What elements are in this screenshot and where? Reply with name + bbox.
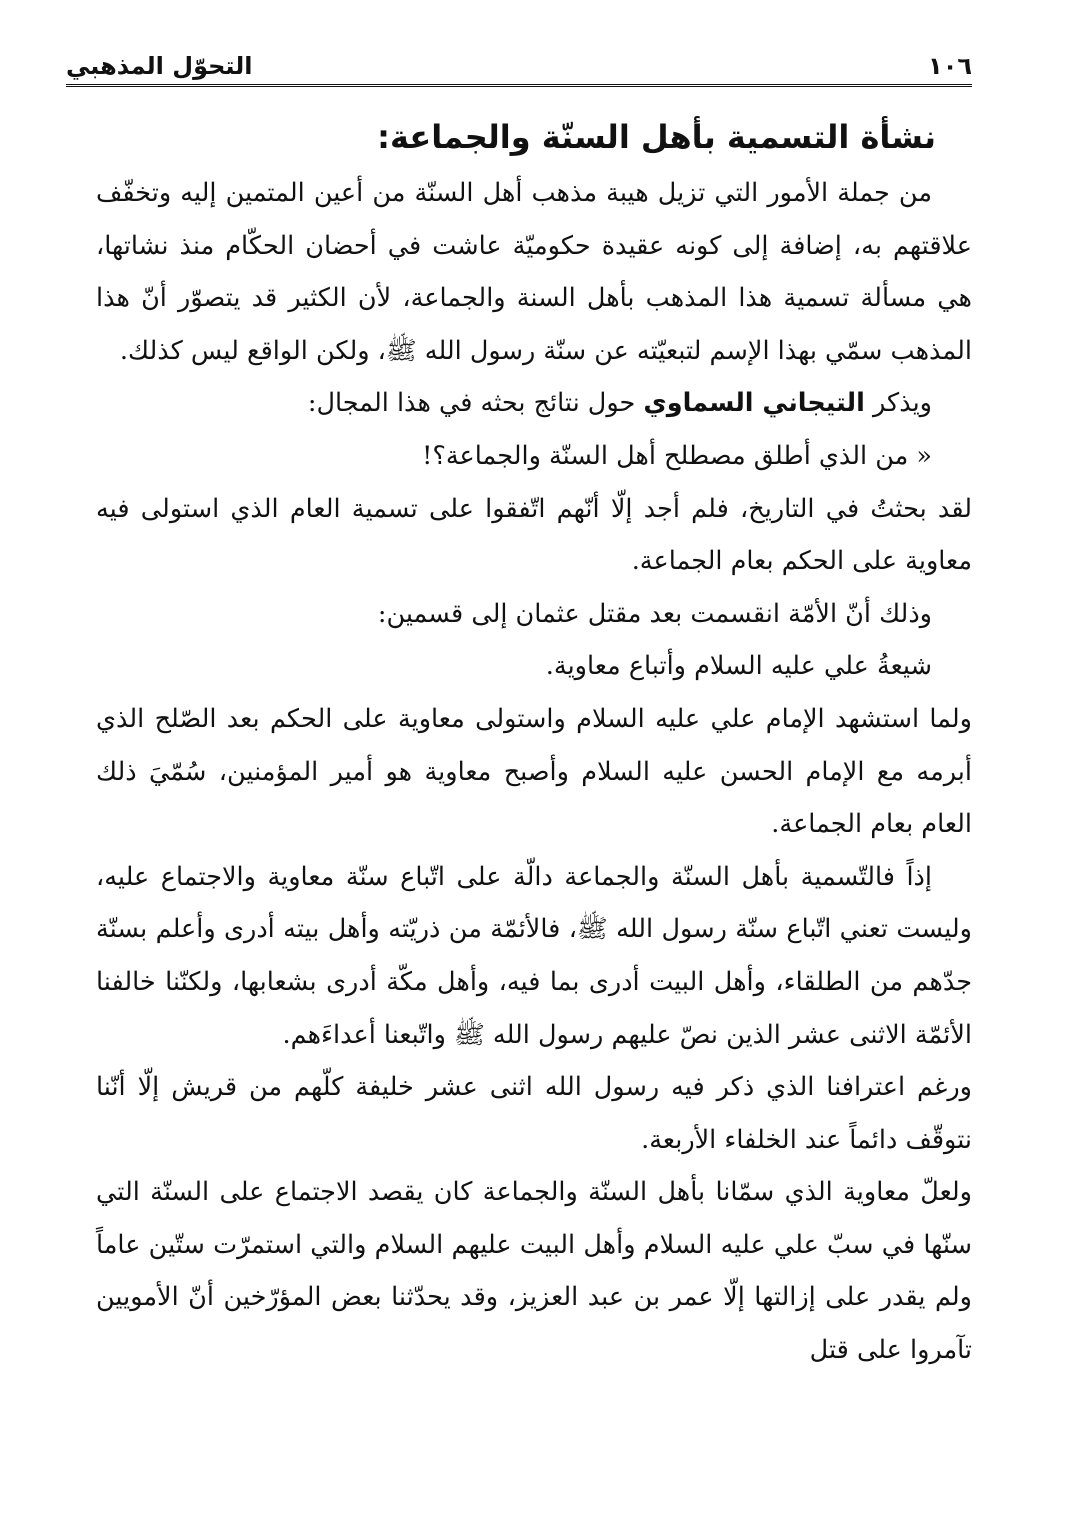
paragraph-martyrdom: ولما استشهد الإمام علي عليه السلام واستولى معاوية على الحكم بعد الصّلح الذي أبرمه مع الإمام الحسن عليه السلام وأصبح معاوية هو أمير المؤمنين، سُمّيَ ذلك العام بعام الجماعة. xyxy=(96,703,972,840)
page-number: ١٠٦ xyxy=(928,52,972,80)
paragraph-twelve-caliphs: ورغم اعترافنا الذي ذكر فيه رسول الله اثنى عشر خليفة كلّهم من قريش إلّا أنّنا نتوقّف دائماً عند الخلفاء الأربعة. xyxy=(96,1072,972,1155)
paragraph-muawiya-sunna: ولعلّ معاوية الذي سمّانا بأهل السنّة والجماعة كان يقصد الاجتماع على السنّة التي سنّها في سبّ علي عليه السلام وأهل البيت عليهم السلام والتي استمرّت ستّين عاماً ولم يقدر على إزالتها إلّا عمر بن عبد العزيز، وقد يحدّثنا بعض المؤرّخين أنّ الأمويين تآمروا على قتل xyxy=(96,1177,972,1366)
paragraph-citation-lead xyxy=(96,377,972,430)
author-name: التيجاني السماوي xyxy=(643,388,865,419)
citation-lead-before: ويذكر xyxy=(864,388,932,419)
citation-lead-after: حول نتائج بحثه في هذا المجال: xyxy=(307,388,644,419)
paragraph-split: وذلك أنّ الأمّة انقسمت بعد مقتل عثمان إلى قسمين: xyxy=(377,598,932,629)
paragraph-intro: من جملة الأمور التي تزيل هيبة مذهب أهل السنّة من أعين المتمين إليه وتخفّف علاقتهم به، إضافة إلى كونه عقيدة حكوميّة عاشت في أحضان الحكّام منذ نشاتها، هي مسألة تسمية هذا المذهب بأهل السنة والجماعة، لأن الكثير قد يتصوّر أنّ هذا المذهب سمّي بهذا الإسم لتبعيّته عن سنّة رسول الله ﷺ، ولكن الواقع ليس كذلك. xyxy=(96,178,972,366)
paragraph-history-search: لقد بحثتُ في التاريخ، فلم أجد إلّا أنّهم اتّفقوا على تسمية العام الذي استولى فيه معاوية على الحكم بعام الجماعة. xyxy=(96,493,972,577)
paragraph-conclusion: إذاً فالتّسمية بأهل السنّة والجماعة دالّة على اتّباع سنّة معاوية والاجتماع عليه، وليست تعني اتّباع سنّة رسول الله ﷺ، فالأئمّة من ذريّته وأهل بيته أدرى وأعلم بسنّة جدّهم من الطلقاء، وأهل البيت أدرى بما فيه، وأهل مكّة أدرى بشعابها، ولكنّنا خالفنا الأئمّة الاثنى عشر الذين نصّ عليهم رسول الله ﷺ واتّبعنا أعداءَهم. xyxy=(96,861,972,1050)
running-header xyxy=(66,28,972,87)
paragraph-quote-question: « من الذي أطلق مصطلح أهل السنّة والجماعة؟! xyxy=(422,440,932,471)
running-title: التحوّل المذهبي xyxy=(66,52,253,80)
body-text xyxy=(96,167,972,1377)
section-heading: نشأة التسمية بأهل السنّة والجماعة: xyxy=(377,118,936,156)
paragraph-two-groups: شيعةُ علي عليه السلام وأتباع معاوية. xyxy=(545,651,932,682)
